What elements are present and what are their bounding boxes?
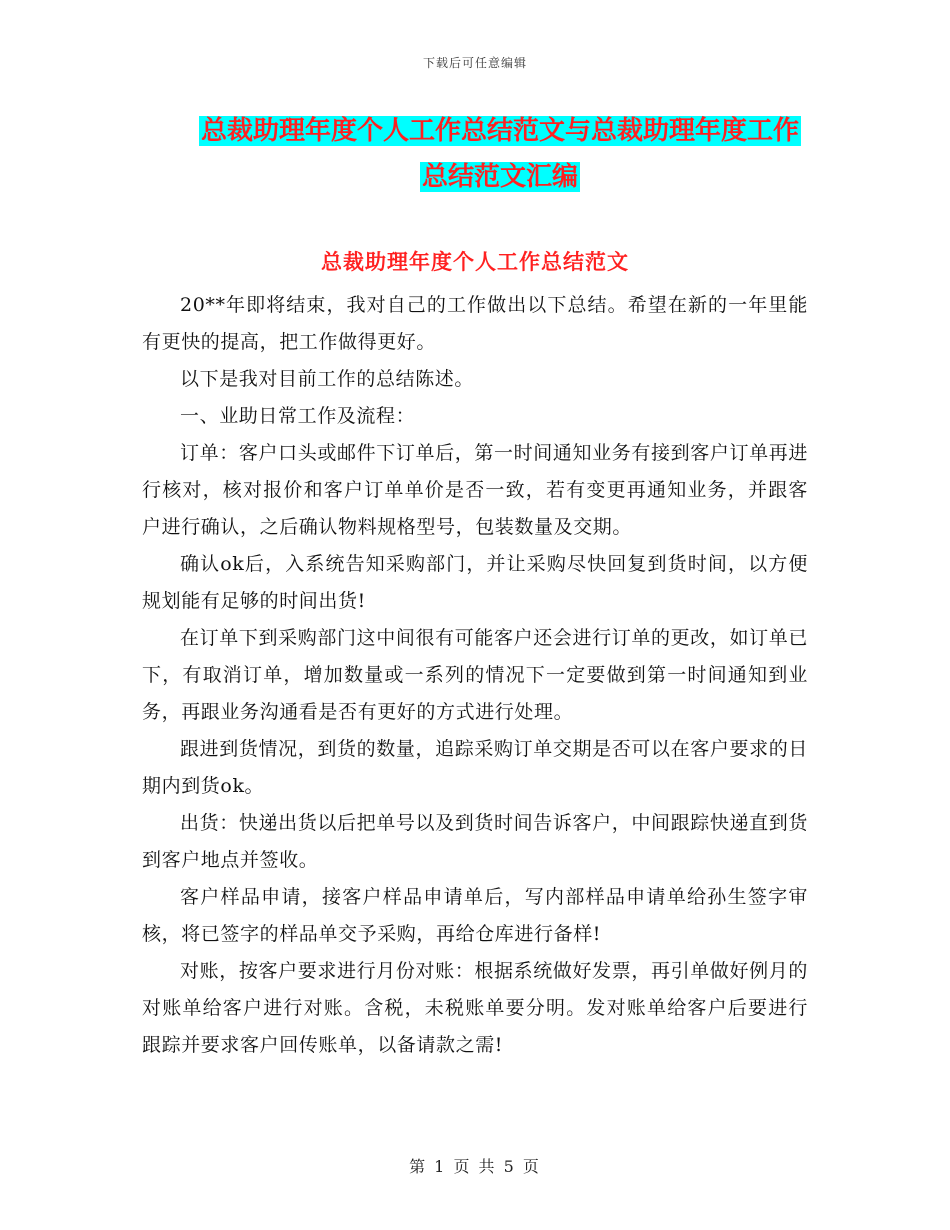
document-title <box>140 108 860 200</box>
document-body <box>142 287 808 1064</box>
document-title-line2: 总结范文汇编 <box>421 162 578 192</box>
header-note: 下载后可任意编辑 <box>422 56 527 70</box>
page-number-footer: 第 1 页 共 5 页 <box>409 1157 541 1176</box>
paragraph: 客户样品申请，接客户样品申请单后，写内部样品申请单给孙生签字审核，将已签字的样品单交予采购，再给仓库进行备样! <box>142 886 808 945</box>
paragraph: 对账，按客户要求进行月份对账：根据系统做好发票，再引单做好例月的对账单给客户进行对账。含税，未税账单要分明。发对账单给客户后要进行跟踪并要求客户回传账单，以备请款之需! <box>142 960 808 1056</box>
paragraph: 出货：快递出货以后把单号以及到货时间告诉客户，中间跟踪快递直到货到客户地点并签收。 <box>142 812 808 871</box>
paragraph: 确认ok后，入系统告知采购部门，并让采购尽快回复到货时间，以方便规划能有足够的时间出货! <box>142 553 808 612</box>
paragraph: 一、业助日常工作及流程： <box>180 405 416 427</box>
paragraph: 跟进到货情况，到货的数量，追踪采购订单交期是否可以在客户要求的日期内到货ok。 <box>142 738 808 797</box>
paragraph: 20**年即将结束，我对自己的工作做出以下总结。希望在新的一年里能有更快的提高，把工作做得更好。 <box>142 294 808 353</box>
paragraph: 以下是我对目前工作的总结陈述。 <box>180 368 475 390</box>
document-title-line1: 总裁助理年度个人工作总结范文与总裁助理年度工作 <box>200 116 799 146</box>
section-title: 总裁助理年度个人工作总结范文 <box>321 249 629 274</box>
paragraph: 在订单下到采购部门这中间很有可能客户还会进行订单的更改，如订单已下，有取消订单，增加数量或一系列的情况下一定要做到第一时间通知到业务，再跟业务沟通看是否有更好的方式进行处理。 <box>142 627 808 723</box>
paragraph: 订单：客户口头或邮件下订单后，第一时间通知业务有接到客户订单再进行核对，核对报价和客户订单单价是否一致，若有变更再通知业务，并跟客户进行确认，之后确认物料规格型号，包装数量及交期。 <box>142 442 808 538</box>
